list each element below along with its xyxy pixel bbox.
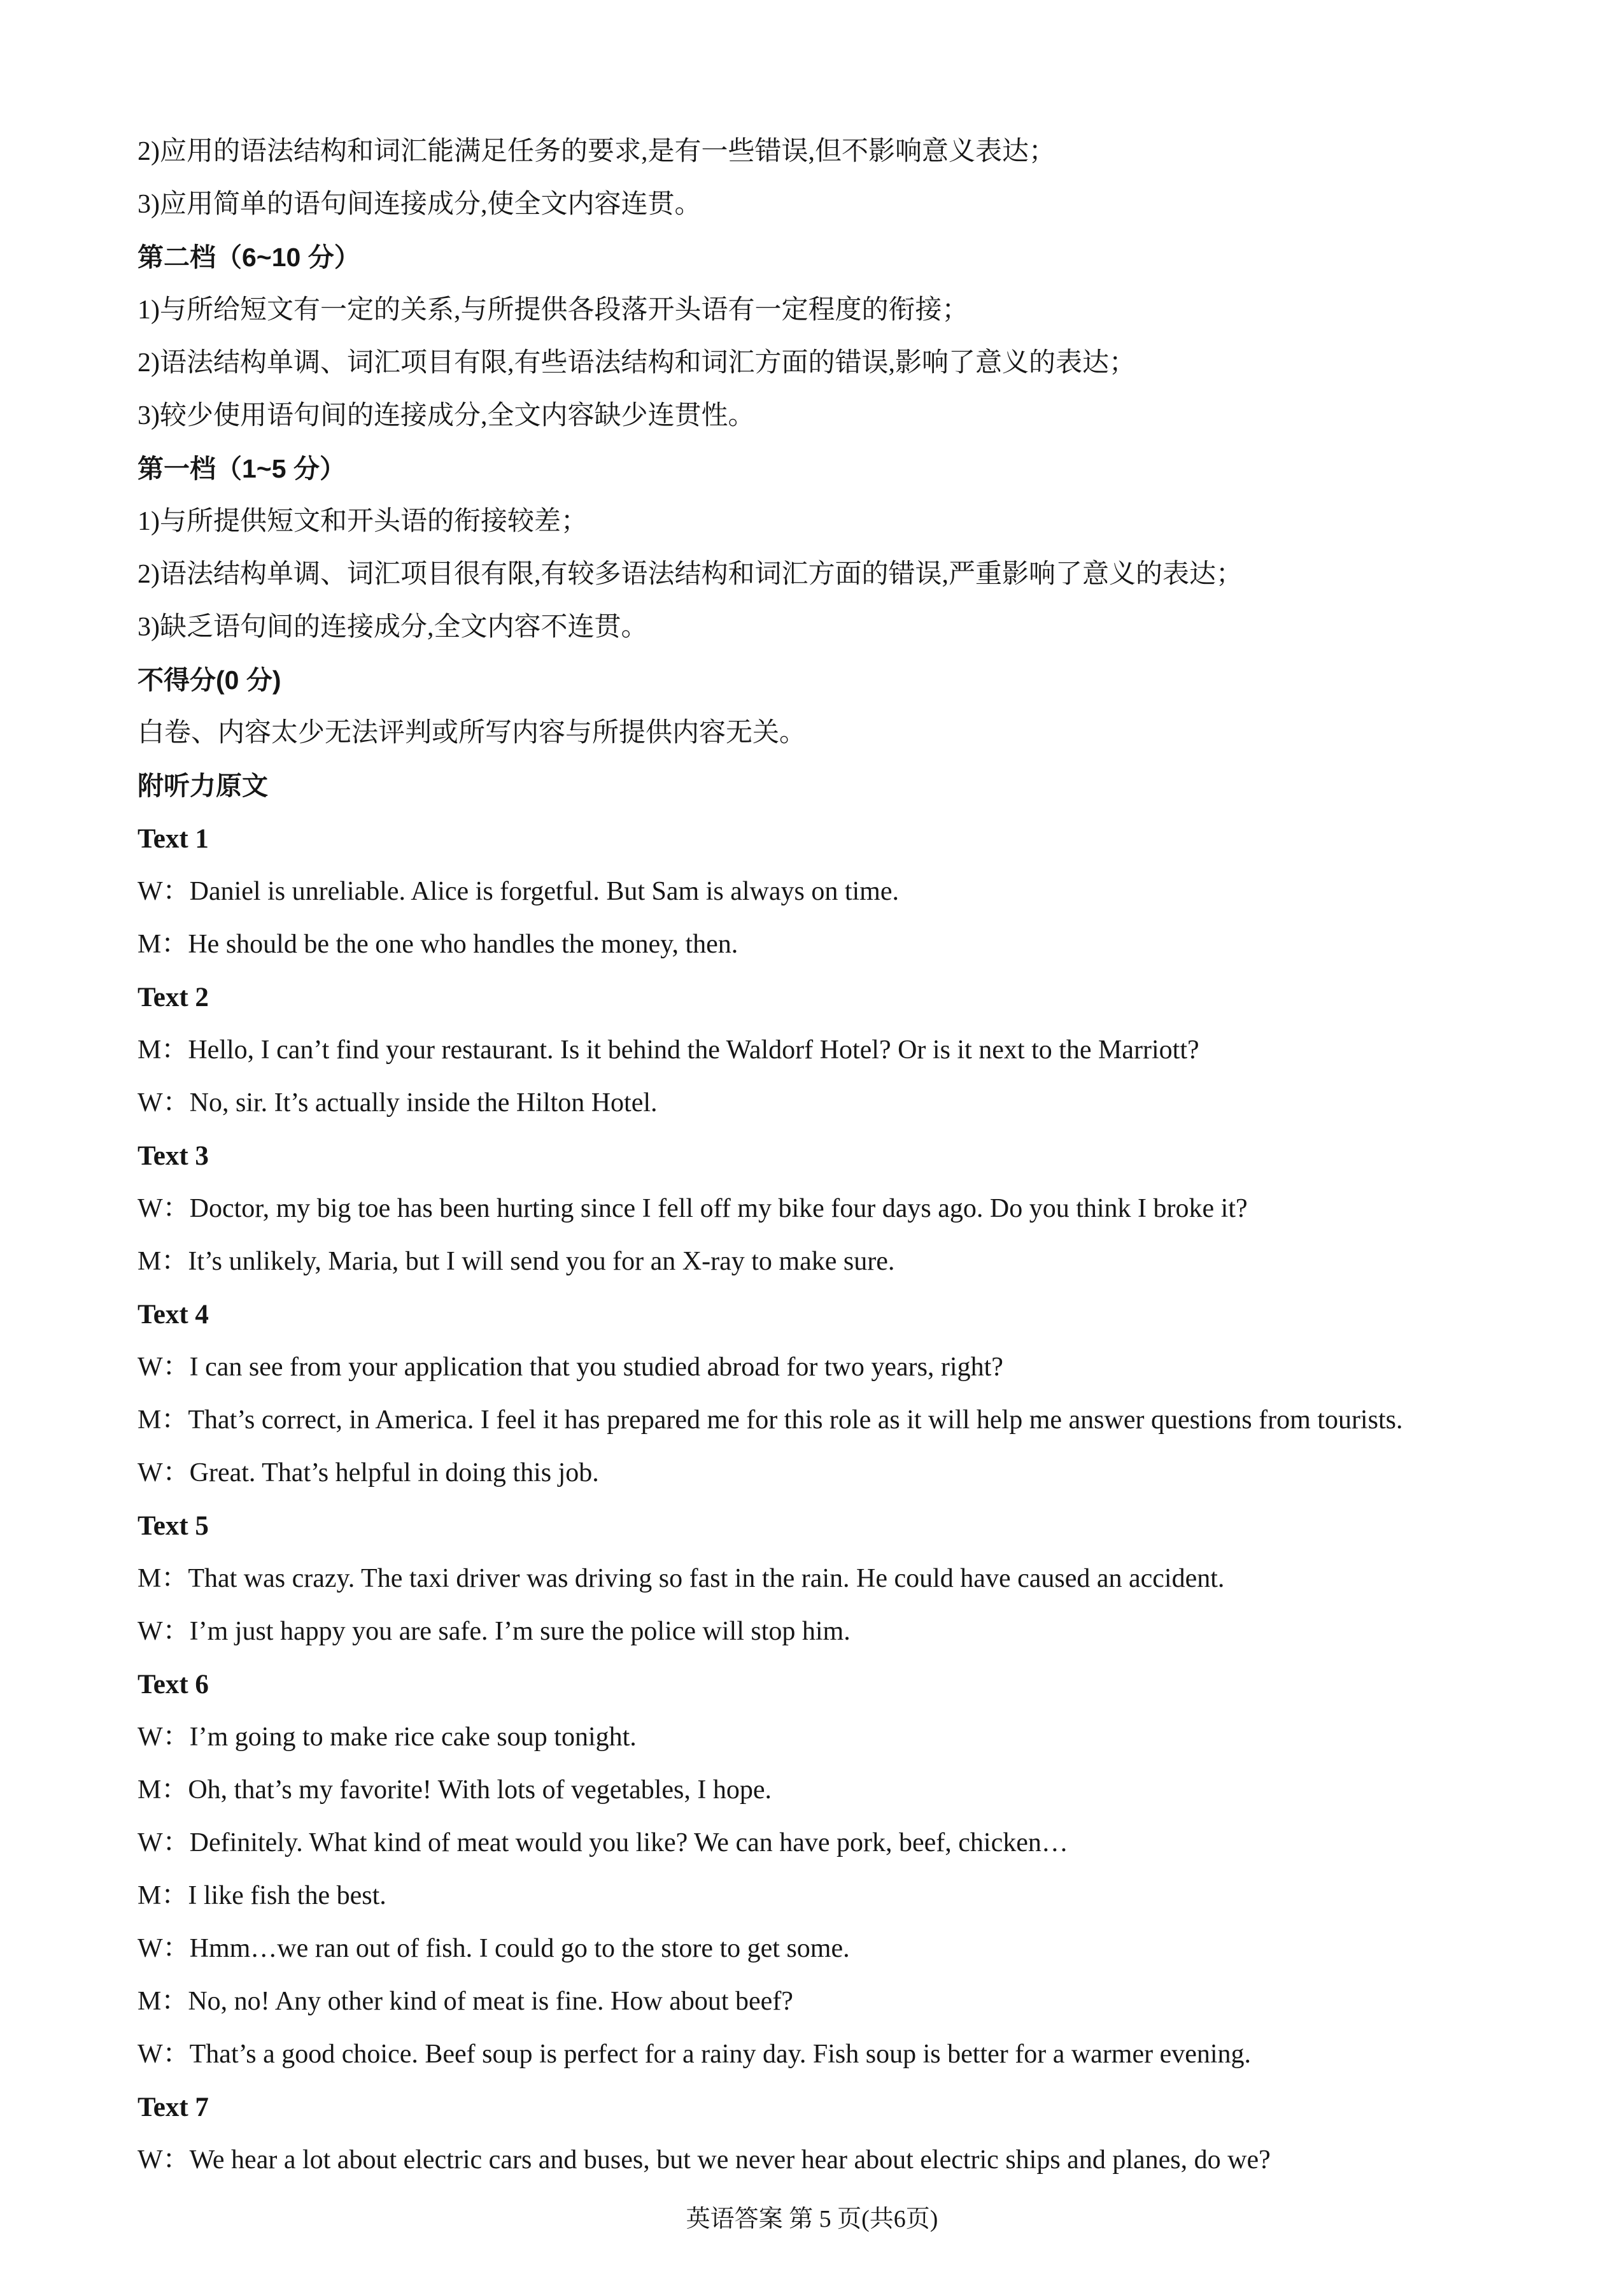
listening-heading: 附听力原文 bbox=[138, 771, 268, 800]
text-title: Text 2 bbox=[138, 983, 209, 1012]
rubric-item: 3)应用简单的语句间连接成分,使全文内容连贯。 bbox=[138, 190, 702, 219]
dialogue-line: M：He should be the one who handles the money, then. bbox=[138, 930, 738, 959]
grade-heading: 不得分(0 分) bbox=[138, 665, 281, 695]
rubric-item: 1)与所提供短文和开头语的衔接较差； bbox=[138, 507, 588, 536]
dialogue-line: M：That’s correct, in America. I feel it has prepared me for this role as it will help me answer questions from tourists. bbox=[138, 1405, 1403, 1435]
dialogue-line: W：Hmm…we ran out of fish. I could go to the store to get some. bbox=[138, 1934, 850, 1963]
dialogue-line: M：That was crazy. The taxi driver was driving so fast in the rain. He could have caused an accident. bbox=[138, 1564, 1225, 1593]
rubric-item: 2)语法结构单调、词汇项目很有限,有较多语法结构和词汇方面的错误,严重影响了意义的表达； bbox=[138, 560, 1243, 589]
dialogue-line: W：Doctor, my big toe has been hurting since I fell off my bike four days ago. Do you think I broke it? bbox=[138, 1194, 1248, 1223]
text-title: Text 7 bbox=[138, 2092, 209, 2122]
rubric-item: 3)较少使用语句间的连接成分,全文内容缺少连贯性。 bbox=[138, 401, 755, 430]
dialogue-line: W：We hear a lot about electric cars and buses, but we never hear about electric ships and planes, do we? bbox=[138, 2145, 1271, 2175]
text-title: Text 6 bbox=[138, 1670, 209, 1700]
dialogue-line: M：It’s unlikely, Maria, but I will send you for an X-ray to make sure. bbox=[138, 1247, 895, 1276]
dialogue-line: M：I like fish the best. bbox=[138, 1881, 386, 1910]
grade-heading: 第一档（1~5 分） bbox=[138, 454, 346, 483]
text-title: Text 4 bbox=[138, 1300, 209, 1330]
rubric-item: 3)缺乏语句间的连接成分,全文内容不连贯。 bbox=[138, 613, 648, 642]
page-content bbox=[138, 125, 1570, 2187]
dialogue-line: W：Daniel is unreliable. Alice is forgetful. But Sam is always on time. bbox=[138, 877, 899, 906]
dialogue-line: W：No, sir. It’s actually inside the Hilton Hotel. bbox=[138, 1088, 658, 1118]
dialogue-line: W：Definitely. What kind of meat would you like? We can have pork, beef, chicken… bbox=[138, 1828, 1068, 1857]
rubric-item: 1)与所给短文有一定的关系,与所提供各段落开头语有一定程度的衔接； bbox=[138, 295, 969, 325]
text-title: Text 5 bbox=[138, 1511, 209, 1541]
dialogue-line: M：Oh, that’s my favorite! With lots of vegetables, I hope. bbox=[138, 1775, 772, 1805]
page-footer: 英语答案 第 5 页(共6页) bbox=[686, 2206, 938, 2233]
grade-heading: 第二档（6~10 分） bbox=[138, 243, 360, 272]
dialogue-line: W：I’m going to make rice cake soup tonight. bbox=[138, 1722, 637, 1752]
rubric-item: 2)应用的语法结构和词汇能满足任务的要求,是有一些错误,但不影响意义表达； bbox=[138, 137, 1056, 166]
rubric-item: 白卷、内容太少无法评判或所写内容与所提供内容无关。 bbox=[138, 718, 807, 748]
dialogue-line: M：Hello, I can’t find your restaurant. Is it behind the Waldorf Hotel? Or is it next to the Marriott? bbox=[138, 1035, 1199, 1065]
dialogue-line: W：Great. That’s helpful in doing this job. bbox=[138, 1458, 599, 1487]
dialogue-line: W：I’m just happy you are safe. I’m sure the police will stop him. bbox=[138, 1617, 851, 1646]
dialogue-line: W：That’s a good choice. Beef soup is perfect for a rainy day. Fish soup is better for a warmer evening. bbox=[138, 2040, 1252, 2069]
dialogue-line: W：I can see from your application that you studied abroad for two years, right? bbox=[138, 1352, 1003, 1382]
text-title: Text 3 bbox=[138, 1141, 209, 1171]
dialogue-line: M：No, no! Any other kind of meat is fine. How about beef? bbox=[138, 1987, 793, 2016]
text-title: Text 1 bbox=[138, 824, 209, 854]
rubric-item: 2)语法结构单调、词汇项目有限,有些语法结构和词汇方面的错误,影响了意义的表达； bbox=[138, 348, 1136, 378]
